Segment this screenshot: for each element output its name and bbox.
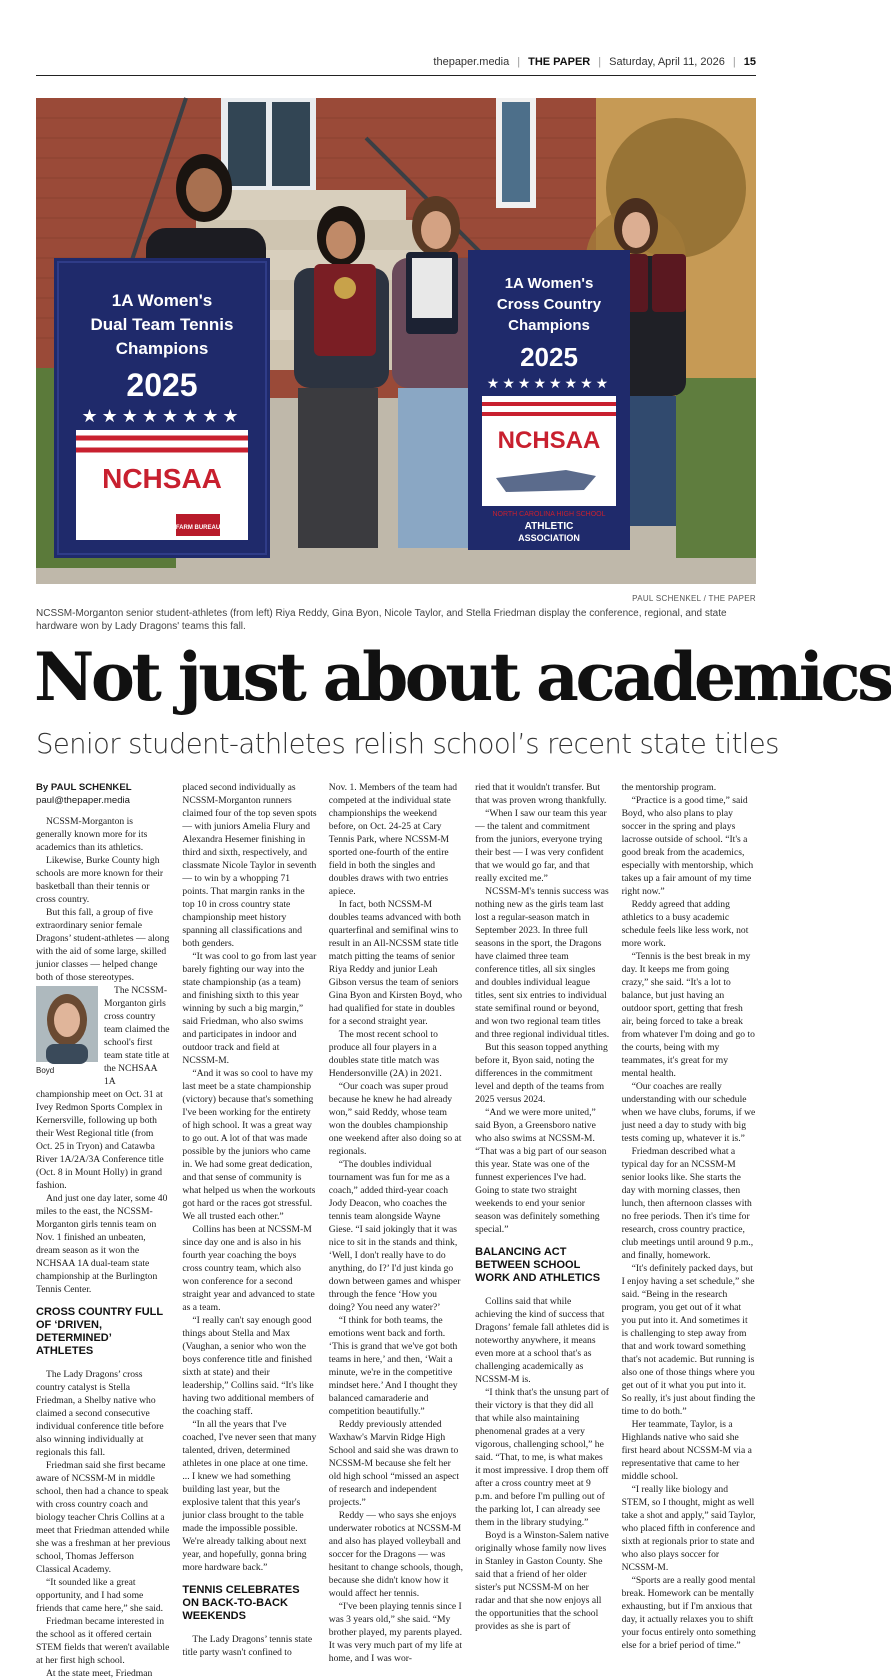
paragraph: The NCSSM-Morganton girls cross country team claimed the school's first team state title at the NCHSAA 1A championship meet on Oct. 31 at Ivey Redmon Sports Complex in Kernersville, following up both their West Regional title (from Oct. 25 in Tryon) and Catawba River 1A/2A/3A Conference title (Oct. 8 in Mount Holly) in grand fashion. [36,985,170,1191]
paragraph: But this season topped anything before it, Byon said, noting the differences in the commitment level and depth of the teams from 2025 versus 2024. [475,1042,608,1105]
banner-right-line1: 1A Women's [504,275,594,292]
column-5 [621,781,756,1651]
column-2 [182,781,317,1658]
paragraph: Boyd is a Winston-Salem native originally whose family now lives in Stanley in Gaston County. She said that a friend of her older sister's put NCSSM-M on her radar and that she now enjoys all the opportunities that the school provides as she is part of [475,1530,609,1632]
paragraph: NCSSM-M's tennis success was nothing new as the girls team last lost a regular-season match in September 2023. In three full seasons in the sport, the Dragons have claimed three team conference titles, all six singles and doubles individual league titles, sent six entries to individual state semifinal round or beyond, and won two regional team titles and three regional individual titles. [475,886,610,1040]
paragraph: “When I saw our team this year — the talent and commitment from the juniors, everyone trying their best — I was very confident that we would go far, and that really excited me.” [475,808,607,884]
paragraph: Nov. 1. Members of the team had competed at the individual state championships the weekend before, on Oct. 24-25 at Cary Tennis Park, where NCSSM-M sported one-fourth of the entire field in both the singles and doubles draws with two entries apiece. [328,782,458,897]
paragraph: “And it was so cool to have my last meet be a state championship (victory) because that's something I've been working for the entirety of high school. It was a great way to go out. A lot of that was made possible by the juniors who came in. We had some great dedication, and that sense of community is what helped us when the workouts got hard or the races got stressful. We all trusted each other.” [182,1068,316,1222]
column-4 [475,781,610,1632]
paragraph: “Our coaches are really understanding with our schedule when we have clubs, forums, if we just need a day to study with big tests coming up, whatever it is.” [621,1081,756,1144]
paragraph: Her teammate, Taylor, is a Highlands native who said she first heard about NCSSM-M via a representative that came to her middle school. [621,1419,752,1482]
paragraph: “Practice is a good time,” said Boyd, who also plans to play soccer in the spring and plays lacrosse outside of school. “It's a good break from the academics, especially with mentorship, which takes up a fair amount of my time right now.” [621,795,754,897]
paragraph: Collins said that while achieving the kind of success that Dragons’ female fall athletes did is noteworthy anywhere, it means even more at a school that's as challenging academically as NCSSM-M is. [475,1296,609,1385]
paragraph: In fact, both NCSSM-M doubles teams advanced with both quarterfinal and semifinal wins to result in an All-NCSSM state title match pitting the teams of senior Riya Reddy and junior Leah Gibson versus the team of seniors Gina Byon and Kirsten Boyd, who had qualified for state in doubles for a second straight year. [328,899,463,1027]
paragraph: Friedman described what a typical day for an NCSSM-M senior looks like. She starts the day with morning classes, then lunch, then afternoon classes with no free periods. Then it's time for research, cross country practice, club meetings until around 9 p.m., and finally, homework. [621,1146,754,1261]
header-separator: | [732,55,736,68]
banner-left-line1: 1A Women's [111,291,213,310]
banner-left-sponsor: FARM BUREAU [175,525,221,531]
site-url[interactable]: thepaper.media [433,55,510,68]
paragraph: “It's definitely packed days, but I enjoy having a set schedule,” she said. “Being in the research program, you get out of it what you put into it. And sometimes it is challenging to step away from that and work toward something that's not academic. But running is also one of those things where you get out of it what you put into it. So really, it's just about finding the time to do both.” [621,1263,756,1417]
banner-left-org: NCHSAA [102,463,222,494]
banner-right-footer3: ASSOCIATION [518,533,580,543]
paragraph: And just one day later, some 40 miles to the east, the NCSSM-Morganton girls tennis team on Nov. 1 finished an unbeaten, dream season as it won the NCHSAA 1A dual-team state championship at the Burlington Tennis Center. [36,1193,168,1295]
article-body [36,781,756,1679]
banner-right-line3: Champions [508,317,590,334]
author-email[interactable]: paul@thepaper.media [36,795,131,806]
paragraph: “I think that's the unsung part of their victory is that they did all that while also maintaining phenomenal grades at a very vigorous, challenging school,” he said. “That, to me, is what makes it most impressive. I drop them off after a cross country meet at 9 p.m. and before I'm pulling out of the parking lot, I can already see them in the library studying.” [475,1387,609,1528]
paragraph: the mentorship program. [621,782,717,793]
banner-left-line2: Dual Team Tennis [90,315,234,334]
paragraph: The most recent school to produce all four players in a doubles state title match was Hendersonville (2A) in 2021. [328,1029,442,1079]
mugshot-caption: Boyd [36,1066,55,1075]
paragraph: “In all the years that I've coached, I've never seen that many talented, driven, determined athletes in one place at one time. ... I knew we had something building last year, but the explosive talent that this year's junior class brought to the table made the impossible possible. We're already talking about next year, and hopefully, gonna bring more hardware back.” [182,1419,317,1573]
paragraph: “The doubles individual tournament was fun for me as a coach,” added third-year coach Jody Deacon, who coaches the tennis team alongside Wayne Giese. “I said jokingly that it was nice to sit in the stands and think, ‘Well, I don't really have to do anything, do I?’ I'd just kinda go down between games and whisper through the fence ‘How you doing? You need any water?’ [328,1159,461,1313]
paragraph: At the state meet, Friedman [46,1668,153,1679]
photo-credit: PAUL SCHENKEL / THE PAPER [632,594,756,603]
mugshot-photo [36,986,98,1062]
header-separator: | [598,55,602,68]
banner-right-line2: Cross Country [496,296,602,313]
paragraph: Collins has been at NCSSM-M since day one and is also in his fourth year coaching the boys cross country team, which also won conference for a second straight year and advanced to state as a team. [182,1224,315,1313]
byline: By PAUL SCHENKEL [36,782,132,793]
paragraph: “I've been playing tennis since I was 3 years old,” she said. “My brother played, my parents played. It was very much part of my life at home, and I was wor- [328,1601,462,1664]
subhead: BALANCING ACT BETWEEN SCHOOL WORK AND ATHLETICS [475,1246,601,1284]
paragraph: Reddy previously attended Waxhaw's Marvin Ridge High School and said she was drawn to NCSSM-M because she felt her old high school “missed an aspect of research and independent projects.” [328,1419,460,1508]
banner-right-year: 2025 [520,342,578,372]
headline: Not just about academics [34,638,891,716]
banner-left-stars: ★★★★★★★★ [81,406,243,427]
photo-caption: NCSSM-Morganton senior student-athletes (from left) Riya Reddy, Gina Byon, Nicole Taylor, and Stella Friedman display the conference, regional, and state hardware won by Lady Dragons' teams this fall. [36,608,727,632]
lead-photo [36,98,756,584]
publication-name: THE PAPER [528,55,591,68]
banner-left-year: 2025 [126,367,198,403]
paragraph: “Tennis is the best break in my day. It keeps me from going crazy,” she said. “It's a lot to balance, but just having an outdoor sport, getting that fresh air, being forced to take a break from whatever I'm doing and go to the courts, being with my teammates, it's great for my mental health. [621,951,755,1079]
column-3 [328,781,464,1664]
paragraph: “I really can't say enough good things about Stella and Max (Vaughan, a senior who won the boys conference title and finished sixth at state) and their leadership,” Collins said. “It's like having two additional members of the coaching staff. [182,1315,315,1417]
paragraph: “I think for both teams, the emotions went back and forth. ‘This is grand that we've got both teams in here,’ and then, ‘Wait a minute, we're in the competitive mindset here.’ And I thought they balanced camaraderie and competition beautifully.” [328,1315,458,1417]
paragraph: But this fall, a group of five extraordinary senior female Dragons’ student-athletes — along with the aid of some large, skilled junior classes — helped change both of those stereotypes. [36,907,170,983]
page-number: 15 [743,55,756,68]
banner-right-footer1: NORTH CAROLINA HIGH SCHOOL [492,511,606,518]
paragraph: “Sports are a really good mental break. Homework can be mentally exhausting, but if I'm anxious that day, it actually relaxes you to shift your focus entirely onto something else for a brief period of time.” [621,1575,756,1651]
banner-right-footer2: ATHLETIC [524,521,574,532]
paragraph: ried that it wouldn't transfer. But that was proven wrong thankfully. [475,782,607,806]
paragraph: The Lady Dragons’ cross country catalyst is Stella Friedman, a Shelby native who claimed a second consecutive individual conference title before also winning individually at regionals this fall. [36,1369,164,1458]
deck: Senior student-athletes relish school’s recent state titles [36,728,779,760]
paragraph: “It sounded like a great opportunity, and I had some friends that came here,” she said. [36,1577,164,1614]
paragraph: Reddy agreed that adding athletics to a busy academic schedule feels like less work, not more work. [621,899,749,949]
paragraph: “And we were more united,” said Byon, a Greensboro native who also swims at NCSSM-M. “That was a big part of our season this year. State was one of the funnest experiences I've had. Going to state two straight weekends to end your senior season was definitely something special.” [475,1107,607,1235]
lead-photo-illustration [36,98,756,584]
paragraph: Likewise, Burke County high schools are more known for their basketball than their tennis or cross country. [36,855,164,905]
banner-dual-team-tennis [54,258,270,558]
paragraph: NCSSM-Morganton is generally known more for its academics than its athletics. [36,816,148,853]
header-separator: | [517,55,521,68]
paragraph: Reddy — who says she enjoys underwater robotics at NCSSM-M and also has played volleyball and soccer for the Dragons — was hesitant to change schools, though, because she didn't know how it would affect her tennis. [328,1510,464,1599]
subhead: TENNIS CELEBRATES ON BACK-TO-BACK WEEKENDS [182,1584,300,1622]
mugshot-boyd [36,986,98,1077]
issue-date: Saturday, April 11, 2026 [609,55,725,68]
banner-right-org: NCHSAA [497,427,601,454]
paragraph: Friedman said she first became aware of NCSSM-M in middle school, then had a chance to speak with cross country coach and biology teacher Chris Collins at a meet that Friedman attended while she was a freshman at her previous school, Thomas Jefferson Classical Academy. [36,1460,171,1575]
paragraph: Friedman became interested in the school as it offered certain STEM fields that weren't available at her first high school. [36,1616,170,1666]
paragraph: “I really like biology and STEM, so I thought, might as well take a shot and apply,” said Taylor, who placed fifth in conference and sixth at regionals prior to state and who also plays soccer for NCSSM-M. [621,1484,756,1573]
banner-right-stars: ★★★★★★★★ [486,376,612,392]
paragraph: “Our coach was super proud because he knew he had already won,” said Reddy, whose team won the doubles championship one weekend after also doing so at regionals. [328,1081,462,1157]
paragraph: The Lady Dragons’ tennis state title party wasn't confined to [182,1634,313,1658]
banner-cross-country [468,250,630,550]
column-1 [36,781,171,1679]
banner-left-line3: Champions [115,339,209,358]
paragraph: placed second individually as NCSSM-Morganton runners claimed four of the top seven spots — with juniors Amelia Flury and Alexandra Hesemer finishing in third and sixth, respectively, and classmate Nicole Taylor in seventh — to win by a whopping 71 points. That margin ranks in the top 10 in cross country state championship meet history spanning all classifications and both genders. [182,782,317,949]
page-header [36,54,756,76]
subhead: CROSS COUNTRY FULL OF ‘DRIVEN, DETERMINED’ ATHLETES [36,1306,163,1357]
paragraph: “It was cool to go from last year barely fighting our way into the state championship (as a team) and finishing sixth to this year winning by such a big margin,” said Friedman, who also swims and participates in indoor and outdoor track and field at NCSSM-M. [182,951,317,1066]
